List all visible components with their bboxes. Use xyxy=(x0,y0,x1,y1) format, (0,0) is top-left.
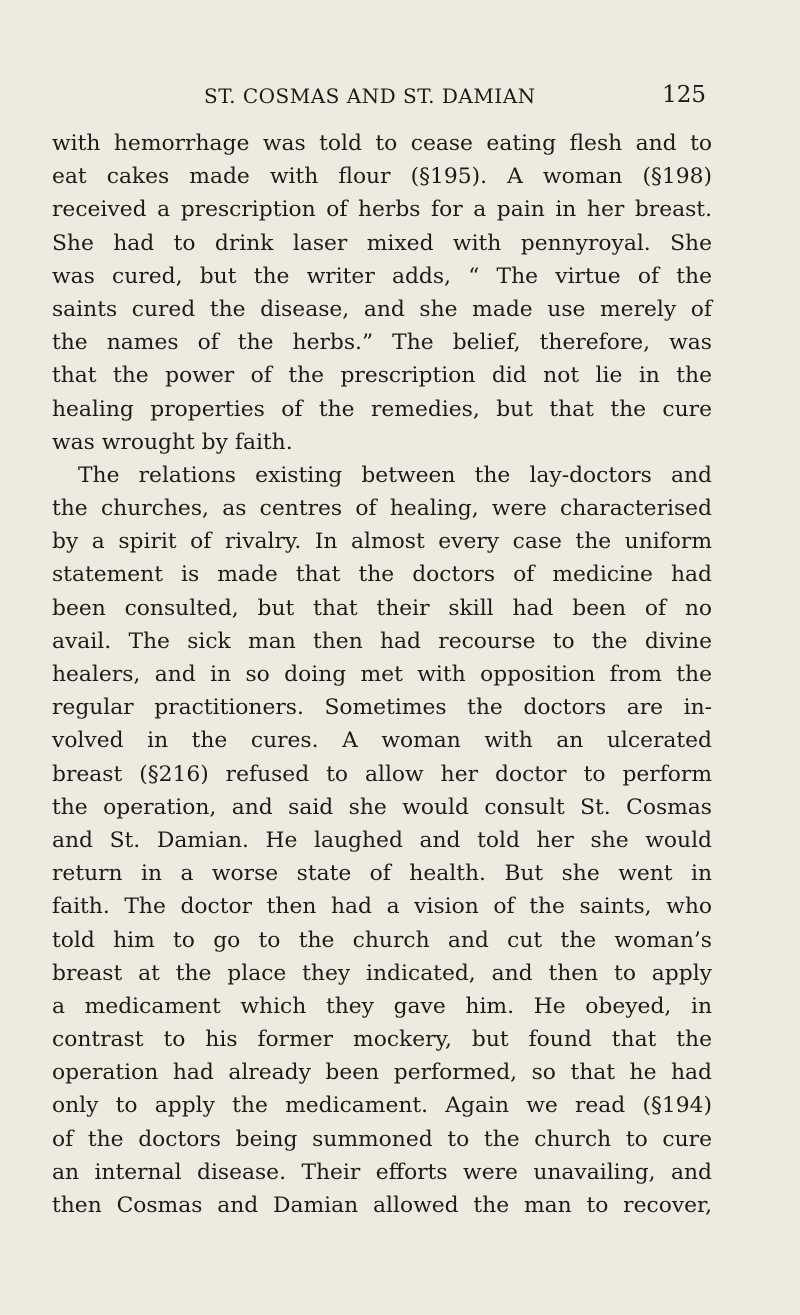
text-line: healers, and in so doing met with opposition from the xyxy=(52,662,712,687)
text-line: only to apply the medicament. Again we read (§194) xyxy=(52,1093,712,1119)
text-line: avail. The sick man then had recourse to the divine xyxy=(52,628,712,654)
text-line: the operation, and said she would consult St. Cosmas xyxy=(52,794,712,820)
text-line: breast (§216) refused to allow her doctor to perform xyxy=(52,761,712,787)
text-line: by a spirit of rivalry. In almost every case the uniform xyxy=(52,529,712,555)
running-head: ST. COSMAS AND ST. DAMIAN xyxy=(204,84,536,108)
text-line: told him to go to the church and cut the woman’s xyxy=(52,927,712,953)
text-line: She had to drink laser mixed with pennyroyal. She xyxy=(52,230,712,256)
text-line: healing properties of the remedies, but that the cure xyxy=(52,396,712,422)
text-line: was wrought by faith. xyxy=(52,429,293,455)
text-line: breast at the place they indicated, and then to apply xyxy=(52,960,712,986)
text-line: with hemorrhage was told to cease eating flesh and to xyxy=(52,131,712,156)
text-line: regular practitioners. Sometimes the doctors are in- xyxy=(52,695,712,721)
text-line: contrast to his former mockery, but found that the xyxy=(52,1027,712,1053)
page-header xyxy=(52,84,706,114)
text-line: of the doctors being summoned to the church to cure xyxy=(52,1126,712,1152)
body-text xyxy=(52,127,712,1222)
text-line: a medicament which they gave him. He obeyed, in xyxy=(52,993,712,1019)
text-line: the names of the herbs.” The belief, therefore, was xyxy=(52,330,712,356)
text-line: the churches, as centres of healing, were characterised xyxy=(52,496,712,522)
text-line: saints cured the disease, and she made use merely of xyxy=(52,296,712,322)
text-line: The relations existing between the lay-doctors and xyxy=(78,462,712,488)
text-line: was cured, but the writer adds, “ The virtue of the xyxy=(52,263,712,289)
text-line: then Cosmas and Damian allowed the man to recover, xyxy=(52,1193,712,1218)
text-line: and St. Damian. He laughed and told her she would xyxy=(52,827,712,853)
text-line: statement is made that the doctors of medicine had xyxy=(52,562,712,588)
text-line: that the power of the prescription did not lie in the xyxy=(52,363,712,389)
text-line: faith. The doctor then had a vision of the saints, who xyxy=(52,894,712,920)
text-line: return in a worse state of health. But she went in xyxy=(52,861,712,887)
text-line: received a prescription of herbs for a pain in her breast. xyxy=(52,197,712,223)
page-number: 125 xyxy=(662,82,706,108)
text-line: an internal disease. Their efforts were unavailing, and xyxy=(52,1159,712,1185)
text-line: been consulted, but that their skill had been of no xyxy=(52,595,712,621)
text-line: volved in the cures. A woman with an ulcerated xyxy=(52,728,712,754)
text-line: operation had already been performed, so that he had xyxy=(52,1060,712,1086)
text-line: eat cakes made with flour (§195). A woman (§198) xyxy=(52,164,712,190)
